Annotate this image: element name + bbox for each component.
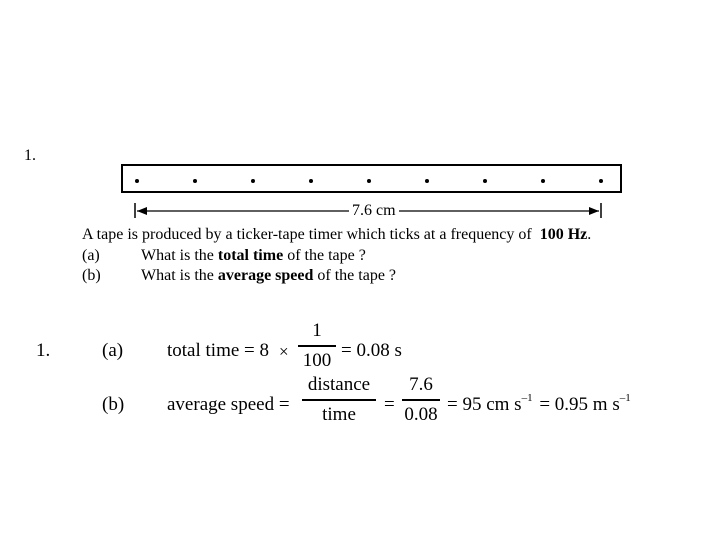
tape-dot: [541, 179, 545, 183]
tape-dot: [193, 179, 197, 183]
question-part-a-text: [141, 247, 366, 265]
fraction-denominator: 0.08: [404, 403, 438, 425]
result-m-exponent: –1: [619, 392, 631, 404]
question-part-a-label: (a): [82, 247, 100, 264]
fraction-bar: [298, 345, 336, 347]
answer-part-b-label: (b): [102, 394, 125, 415]
tape-dot: [135, 179, 139, 183]
part-a-bold: total time: [217, 247, 284, 264]
answer-part-a-lhs: total time = 8: [167, 340, 270, 361]
ticker-tape: [121, 164, 622, 193]
times-sign: ×: [279, 342, 289, 361]
part-a-text-after: of the tape ?: [287, 247, 366, 264]
statement-prefix: A tape is produced by a ticker-tape timer which ticks at a frequency of: [82, 226, 532, 243]
fraction-distance-over-time: [302, 374, 376, 426]
frequency-value: 100 Hz: [539, 226, 588, 243]
fraction-denominator: 100: [302, 349, 332, 371]
tape-dot: [483, 179, 487, 183]
result-m: = 0.95 m s: [539, 394, 620, 415]
answer-part-a-label: (a): [102, 340, 124, 361]
result-cm: = 95 cm s: [447, 394, 522, 415]
question-part-b-text: [141, 267, 396, 284]
fraction-bar: [302, 399, 376, 401]
fraction-values: [402, 374, 440, 426]
fraction-bar: [402, 399, 440, 401]
tape-dot: [309, 179, 313, 183]
part-b-bold: average speed: [217, 267, 314, 284]
tape-dot: [425, 179, 429, 183]
answer-part-a-result: = 0.08 s: [341, 340, 402, 361]
question-part-b-row: [80, 266, 640, 284]
tape-dot: [251, 179, 255, 183]
result-cm-exponent: –1: [521, 392, 533, 404]
part-a-text-before: What is the: [141, 247, 214, 264]
fraction-numerator: distance: [307, 374, 371, 395]
fraction-denominator: time: [322, 403, 356, 425]
question-statement: [82, 226, 591, 244]
question-number: 1.: [24, 147, 36, 164]
question-part-b-label: (b): [82, 267, 101, 284]
tape-dot: [599, 179, 603, 183]
equals-sign: =: [384, 394, 395, 415]
tape-length-label: 7.6 cm: [349, 202, 399, 220]
statement-suffix: .: [587, 226, 592, 243]
answer-part-b-lhs: average speed =: [167, 394, 290, 415]
fraction-one-over-hundred: [298, 320, 336, 372]
fraction-numerator: 1: [312, 320, 322, 341]
answer-number: 1.: [36, 340, 51, 361]
part-b-text-after: of the tape ?: [317, 267, 397, 284]
tape-dot: [367, 179, 371, 183]
part-b-text-before: What is the: [141, 267, 214, 284]
fraction-numerator: 7.6: [409, 374, 433, 395]
answer-part-b-result: [447, 394, 631, 416]
